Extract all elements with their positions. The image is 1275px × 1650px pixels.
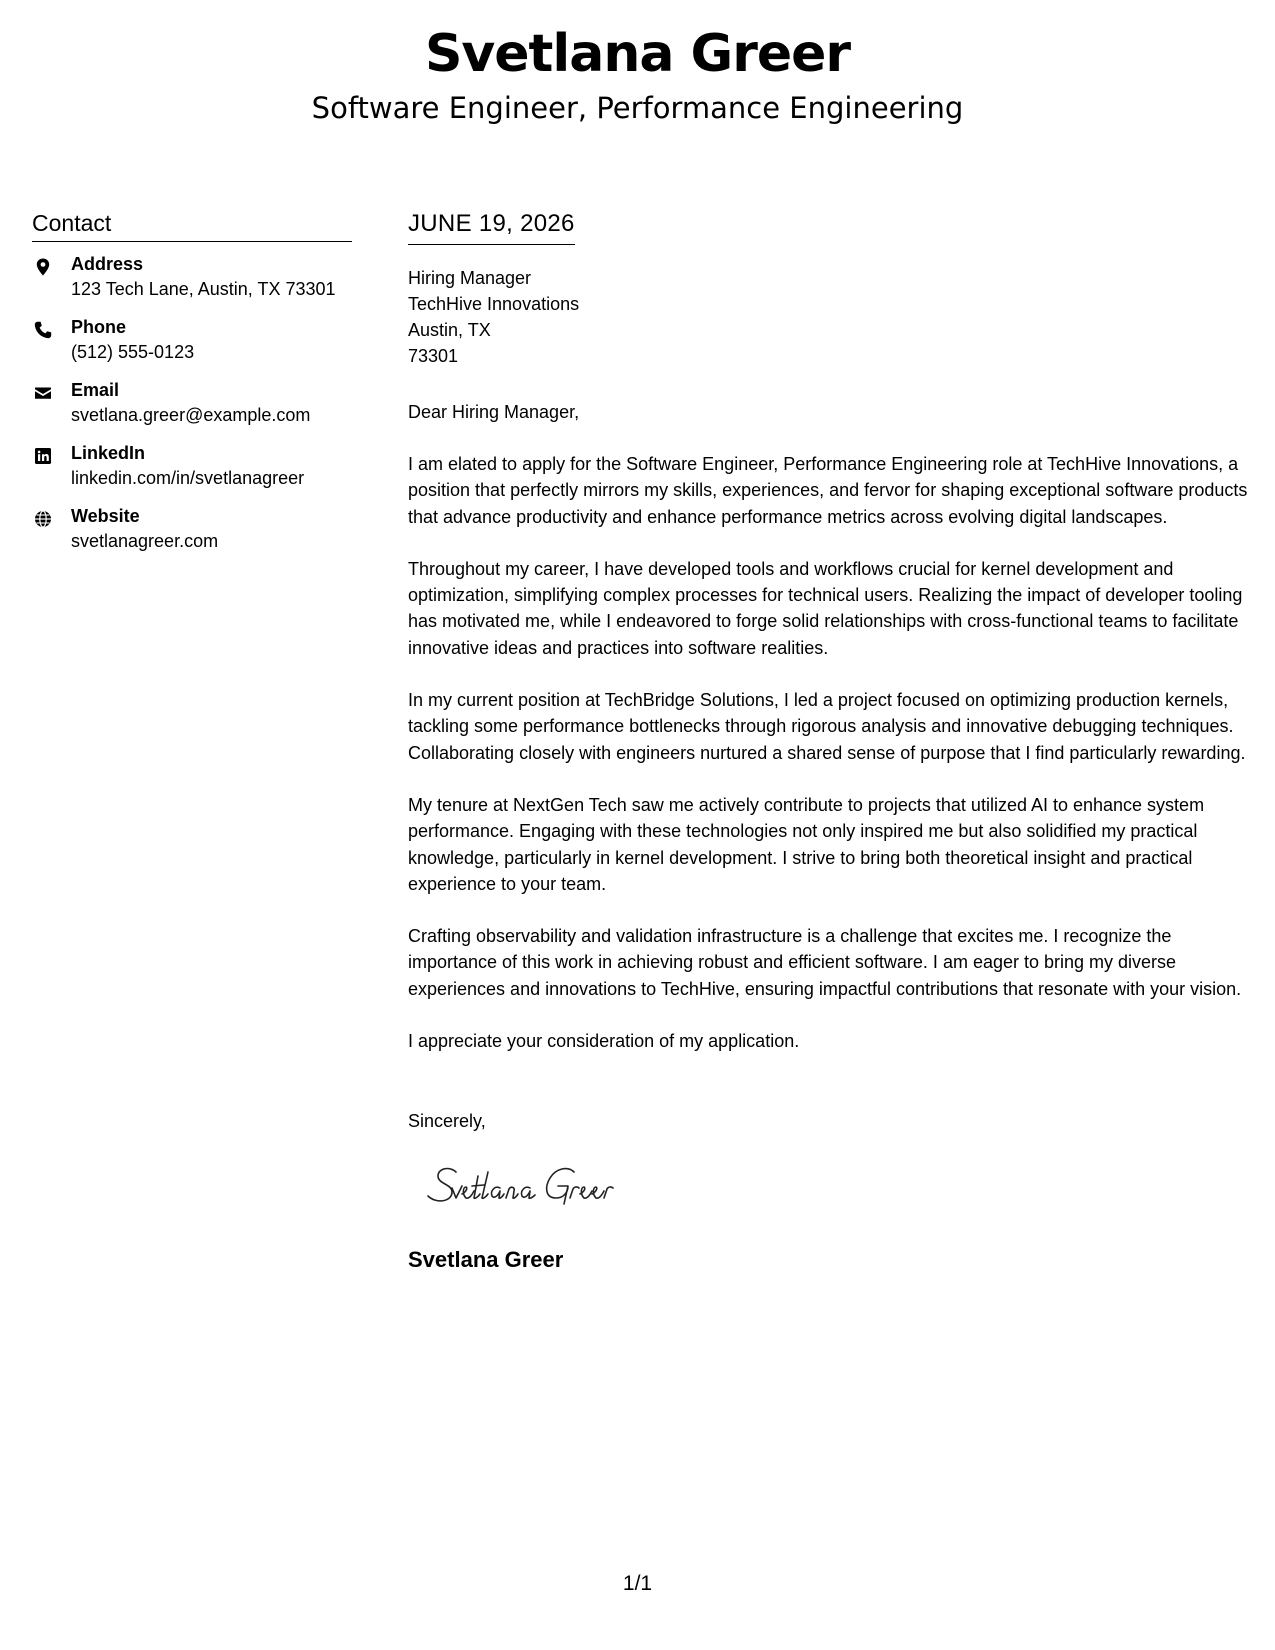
recipient-line: Austin, TX [408,320,491,340]
letter-date: JUNE 19, 2026 [408,210,575,237]
phone-value: (512) 555-0123 [71,342,195,362]
page-number: 1/1 [622,1572,653,1595]
salutation: Dear Hiring Manager, [408,402,580,422]
linkedin-icon [34,447,52,465]
contact-list [32,252,352,567]
body-paragraph: In my current position at TechBridge Solutions, I led a project focused on optimizing production kernels, tackling some performance bottlenecks through rigorous analysis and innovative debugging techniques. Collaborating closely with engineers nurtured a shared sense of purpose that I find particularly rewarding. [408,690,1246,763]
address-label: Address [71,254,144,274]
linkedin-value: linkedin.com/in/svetlanagreer [71,468,305,488]
recipient-line: TechHive Innovations [408,294,580,314]
body-paragraph: Crafting observability and validation infrastructure is a challenge that excites me. I recognize the importance of this work in achieving robust and efficient software. I am eager to bring my diverse experiences and innovations to TechHive, ensuring impactful contributions that resonate with your vision. [408,926,1242,999]
envelope-icon [34,384,52,402]
contact-item-website [32,504,352,567]
email-value: svetlana.greer@example.com [71,405,311,425]
location-pin-icon [34,258,52,276]
letter-body [408,208,1253,1275]
signed-name: Svetlana Greer [408,1247,564,1273]
contact-sidebar [32,208,352,567]
address-value: 123 Tech Lane, Austin, TX 73301 [71,279,336,299]
recipient-line: 73301 [408,346,459,366]
linkedin-label: LinkedIn [71,443,146,463]
body-paragraph: I appreciate your consideration of my application. [408,1031,800,1052]
contact-heading: Contact [32,208,352,242]
email-label: Email [71,380,120,400]
applicant-name: Svetlana Greer [424,24,851,84]
letter-date-block [408,208,575,245]
phone-icon [34,321,52,339]
contact-item-email [32,378,352,441]
contact-item-linkedin [32,441,352,504]
body-paragraph: Throughout my career, I have developed tools and workflows crucial for kernel development and optimization, simplifying complex processes for technical users. Realizing the impact of developer tooling has motivated me, while I endeavored to forge solid relationships with cross-functional teams to facilitate innovative ideas and practices into software realities. [408,558,1243,658]
body-paragraph: I am elated to apply for the Software Engineer, Performance Engineering role at TechHive Innovations, a position that perfectly mirrors my skills, experiences, and fervor for shaping exceptional software products that advance productivity and enhance performance metrics across evolving digital landscapes. [408,454,1248,527]
phone-label: Phone [71,317,127,337]
globe-icon [34,510,52,528]
website-value: svetlanagreer.com [71,531,219,551]
closing: Sincerely, [408,1111,486,1132]
contact-item-address [32,252,352,315]
body-paragraph: My tenure at NextGen Tech saw me actively contribute to projects that utilized AI to enhance system performance. Engaging with these technologies not only inspired me but also solidified my practical knowledge, particularly in kernel development. I strive to bring both theoretical insight and practical experience to your team. [408,794,1205,894]
applicant-job-title: Software Engineer, Performance Engineering [311,91,964,125]
contact-item-phone [32,315,352,378]
website-label: Website [71,506,140,526]
recipient-line: Hiring Manager [408,268,532,288]
recipient-block [408,265,1253,369]
handwritten-signature [422,1158,662,1212]
